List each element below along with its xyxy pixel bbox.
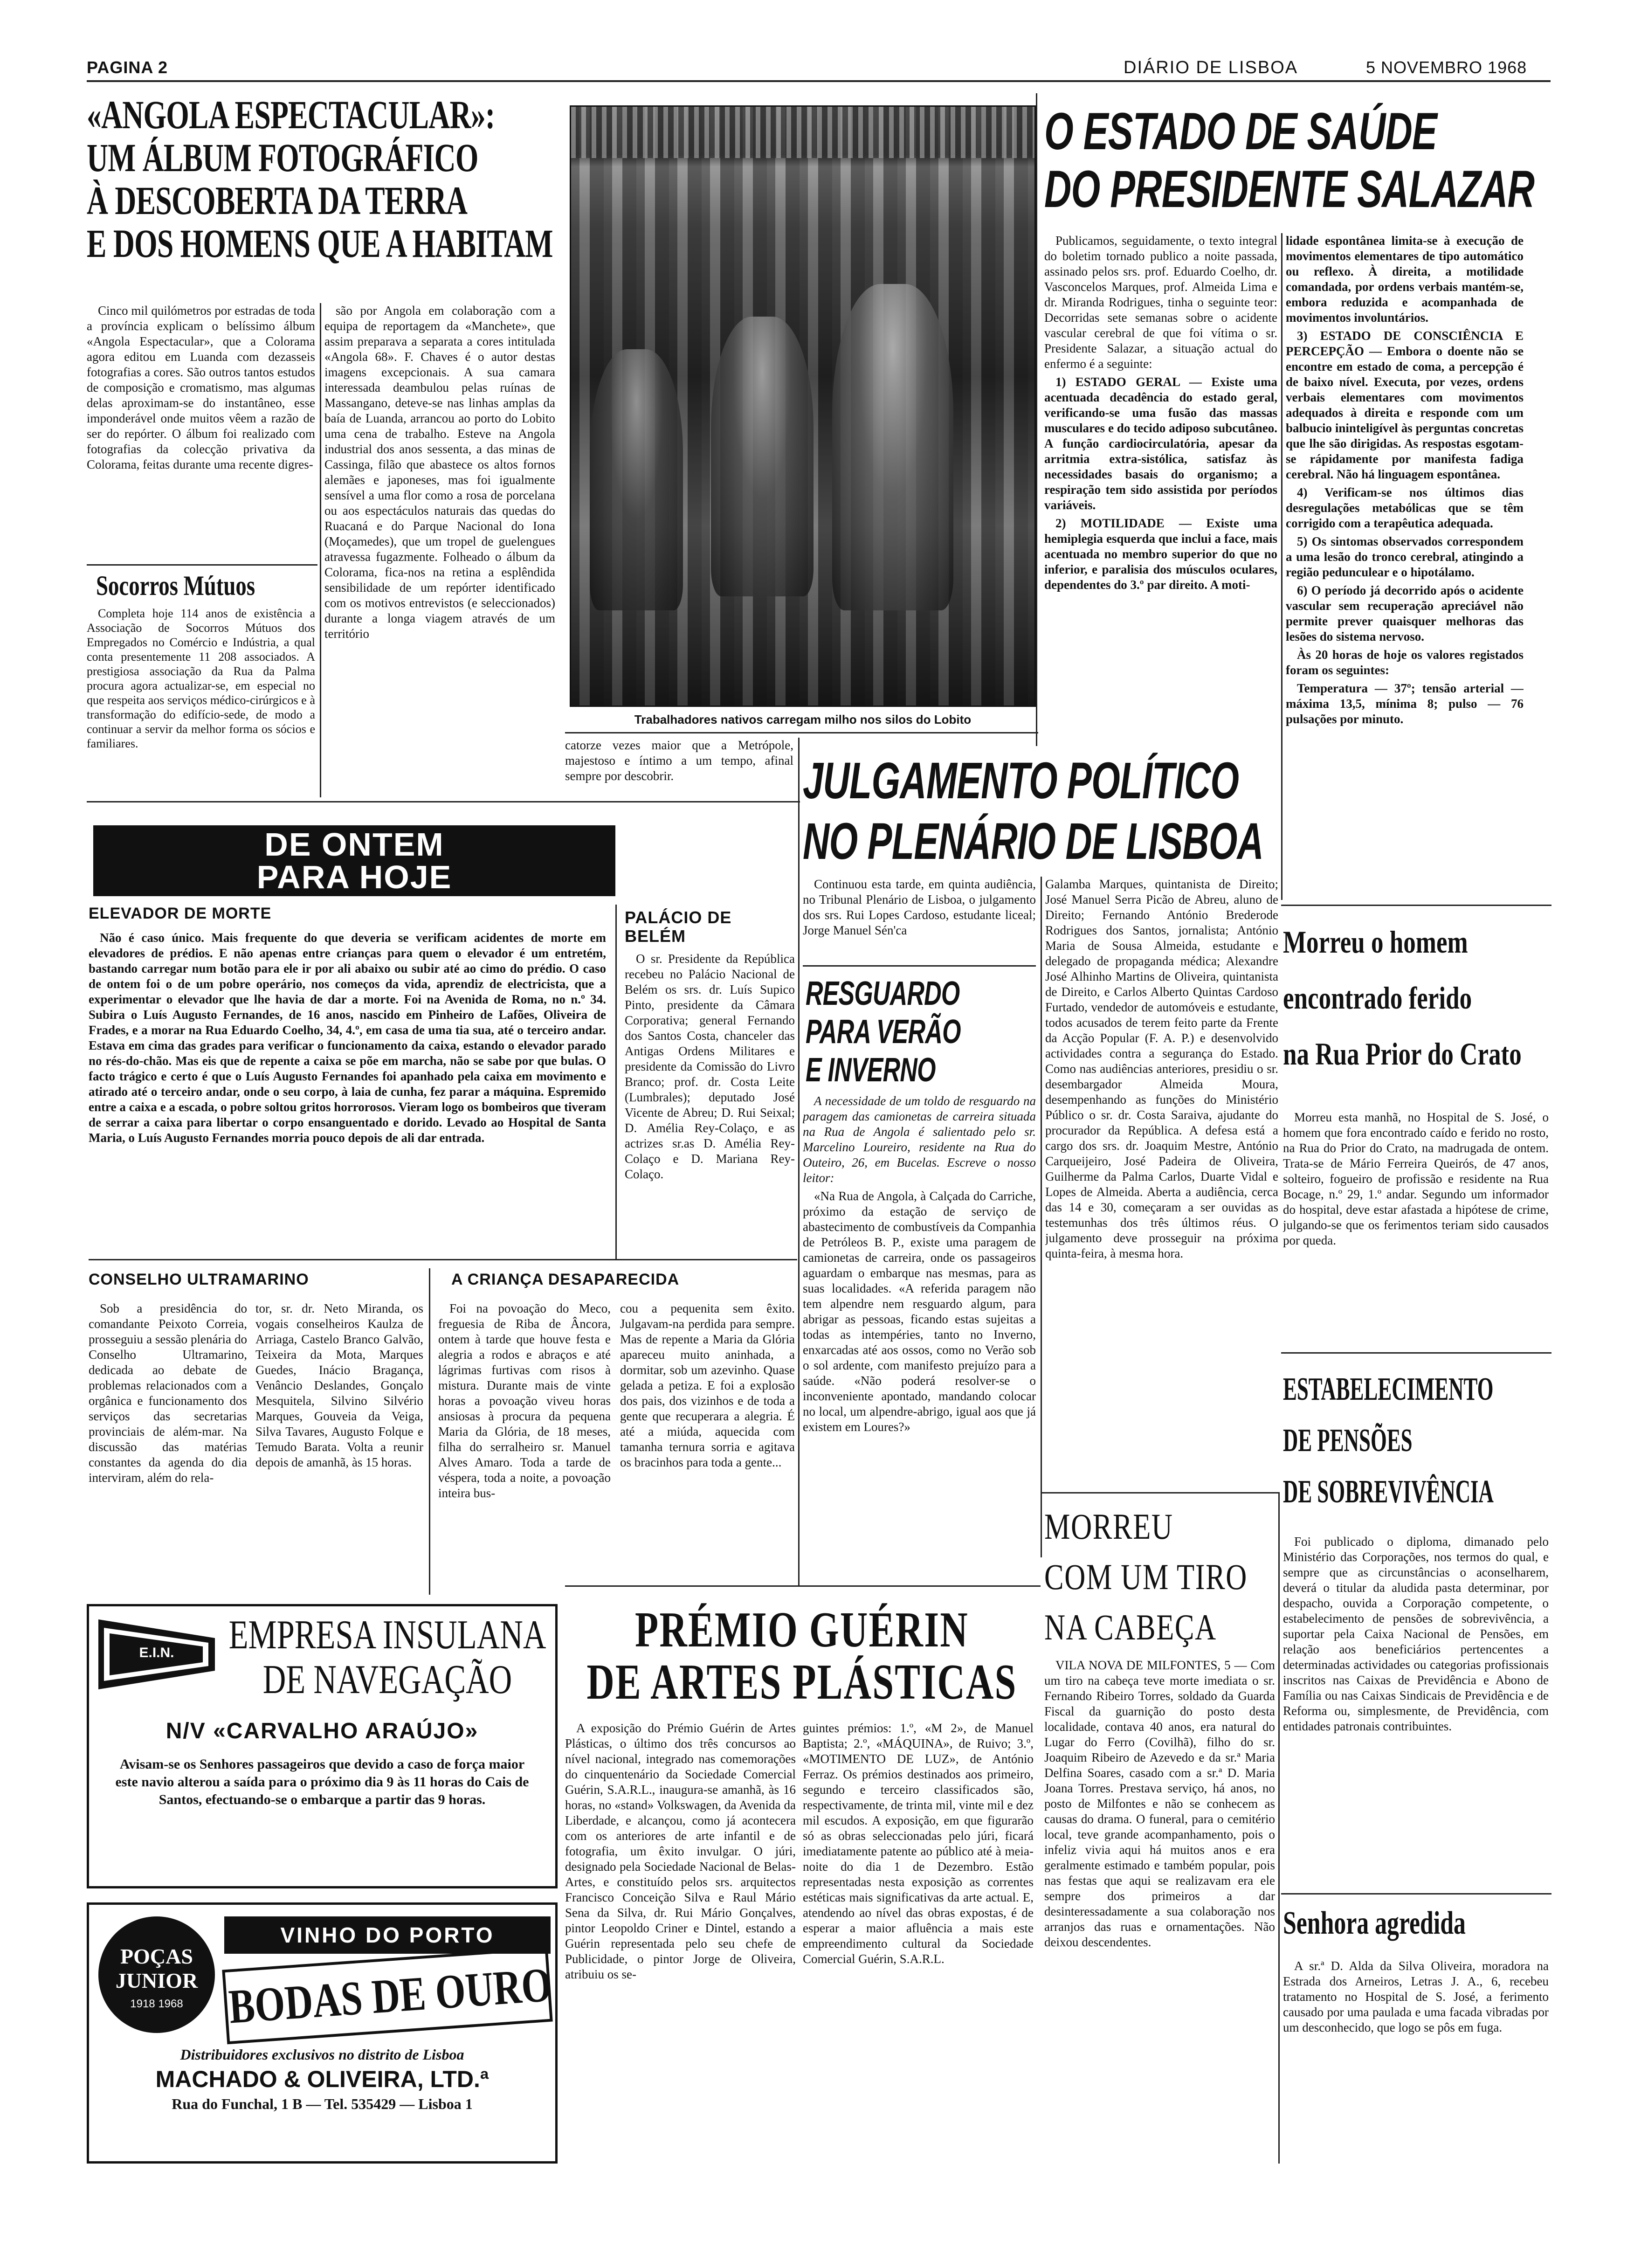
julgamento-col2 [1045,877,1278,1506]
ad-empresa-title [224,1613,551,1702]
socorros-text: Completa hoje 114 anos de existência a Associação de Socorros Mútuos dos Empregados no Comércio e Indústria, a qual conta presentemente 11 208 associados. A prestigiosa associação da Rua da Palma procura agora actualizar-se, em especial no que respeita aos serviços médico-cirúrgicos e à transformação do edifício-sede, de modo a continuar a servir da melhor forma os sócios e familiares. [87,607,315,750]
vinho-dist-line: Rua do Funchal, 1 B — Tel. 535429 — Lisboa 1 [172,2095,473,2112]
column-rule [429,1268,430,1595]
badge-brand: POÇAS JUNIOR [115,1944,198,1992]
section-rule [1281,905,1551,906]
caption-rule [565,732,1038,733]
banner-line: PARA HOJE [256,859,452,895]
column-rule [1281,233,1282,900]
salazar-headline-line: DO PRESIDENTE SALAZAR [1044,160,1535,218]
angola-headline-line: À DESCOBERTA DA TERRA [87,178,468,223]
estabelecimento-headline-line: DE SOBREVIVÊNCIA [1283,1474,1494,1510]
vinho-main-text: BODAS DE OURO [227,1957,553,2034]
premio-headline-line: PRÉMIO GUÉRIN [635,1602,969,1658]
elevador-body [89,930,606,1252]
senhora-body [1283,1958,1549,2154]
ein-logo-text: E.I.N. [139,1645,174,1660]
julgamento-col1 [803,877,1036,965]
salazar-p4: 4) Verificam-se nos últimos dias desregulações metabólicas que se têm corrigido com a terapêutica adequada. [1286,485,1524,530]
elevador-title: ELEVADOR DE MORTE [89,905,272,922]
angola-col3 [565,738,793,798]
conselho-col2 [255,1301,423,1581]
resguardo-headline-line: PARA VERÃO [806,1013,961,1051]
vinho-top-label [224,1916,551,1954]
section-rule [1281,1893,1551,1895]
salazar-col2 [1286,233,1524,905]
angola-col2 [324,303,555,797]
salazar-p2: 2) MOTILIDADE — Existe uma hemiplegia esquerda que inclui a face, mais acentuada no membro superior do que no inferior, e paralisia dos músculos oculares, dependentes do 3.º par direito. A moti- [1044,516,1277,592]
tiro-headline [1044,1501,1277,1655]
angola-col1-text: Cinco mil quilómetros por estradas de toda a província explicam o belíssimo álbum «Angola Espectacular», que a Colorama agora editou em Luanda com dezasseis fotografias a cores. São outros tantos estudos de composição e cromatismo, mas algumas delas aproximam-se do instantâneo, esse imponderável onde muitos vêem a razão de ser do repórter. O álbum foi realizado com fotografias da colecção privativa da Colorama, feitas durante uma recente digres- [87,304,315,471]
ad-empresa-title-line: EMPRESA INSULANA [228,1612,546,1658]
socorros-body [87,606,315,797]
julgamento-col1-text: Continuou esta tarde, em quinta audiência, no Tribunal Plenário de Lisboa, o julgamento dos srs. Rui Lopes Cardoso, estudante liceal; Jorge Manuel Sén'ca [803,877,1036,937]
crianca-col1-text: Foi na povoação do Meco, freguesia de Riba de Âncora, ontem à tarde que houve festa e alegria a rodos e abraços e até lágrimas furtivas com risos à mistura. Durante mais de vinte horas a povoação viveu horas ansiosas à procura da pequena Maria da Glória, de 18 meses, filha do serralheiro sr. Manuel Alves Amaro. Toda a tarde de véspera, toda a noite, a povoação inteira bus- [438,1301,611,1500]
vinho-top-text: VINHO DO PORTO [280,1923,495,1947]
senhora-title: Senhora agredida [1283,1905,1466,1941]
lobito-silo-photo [570,105,1036,707]
salazar-p8: Temperatura — 37º; tensão arterial — máxima 13,5, mínima 8; pulso — 76 pulsações por minuto. [1286,681,1524,726]
angola-col3-text: catorze vezes maior que a Metrópole, majestoso e íntimo a um tempo, afinal sempre por descobrir. [565,738,793,783]
tiro-headline-line: NA CABEÇA [1044,1607,1217,1647]
tiro-headline-line: COM UM TIRO [1044,1556,1248,1597]
crianca-col1 [438,1301,611,1581]
newspaper-name: DIÁRIO DE LISBOA [1124,58,1298,77]
photo-roof [571,107,1034,158]
salazar-col1 [1044,233,1277,737]
conselho-title: CONSELHO ULTRAMARINO [89,1271,309,1288]
issue-date: 5 NOVEMBRO 1968 [1366,58,1527,77]
conselho-col1-text: Sob a presidência do comandante Peixoto Correia, prosseguiu a sessão plenária do Conselho Ultramarino, dedicada ao debate de problemas relacionados com a orgânica e funcionamento dos serviços das secretarias provinciais de além-mar. Na discussão das matérias constantes da agenda do dia interviram, além do rela- [89,1301,247,1485]
page-number: PAGINA 2 [87,58,168,77]
premio-headline [564,1604,1040,1716]
morreu-homem-text: Morreu esta manhã, no Hospital de S. José, o homem que fora encontrado caído e ferido no rosto, na Rua do Prior do Crato, na madrugada de ontem. Trata-se de Mário Ferreira Queirós, de 47 anos, solteiro, fogueiro de profissão e residente na Rua Bocage, n.º 29, 1.º andar. Segundo um informador do hospital, deve estar afastada a hipótese de crime, julgando-se que os ferimentos teriam sido causados por queda. [1283,1110,1549,1247]
resguardo-body [803,1093,1036,1588]
pocas-junior-badge [98,1916,215,2033]
estabelecimento-headline-line: ESTABELECIMENTO [1283,1371,1494,1407]
palacio-body [625,951,795,1254]
column-rule [1041,877,1042,1557]
angola-headline-line: «ANGOLA ESPECTACULAR»: [87,92,495,137]
premio-col2-text: guintes prémios: 1.º, «M 2», de Manuel Baptista; 2.º, «MÁQUINA», de Ruivo; 3.º, «MOTIMENTO DE LUZ», de António Ferraz. Os prémios destinados aos primeiro, segundo e terceiro classificados são, respectivamente, de trinta mil, vinte mil e dez mil escudos. A exposição, em que figurarão só as obras seleccionadas pelo júri, ficará imediatamente patente ao público até à meia-noite do dia 1 de Dezembro. Estão representadas nesta exposição as correntes estéticas mais significativas da arte actual. E, atendendo ao nível das obras expostas, é de esperar a maior afluência a mais este empreendimento cultural da Sociedade Comercial Guérin, S.A.R.L. [803,1721,1034,1966]
salazar-p1: 1) ESTADO GERAL — Existe uma acentuada decadência do estado geral, verificando-se uma fusão das massas musculares e do tecido adiposo subcutâneo. A função cardiocirculatória, apesar da arritmia extra-sistólica, satisfaz às necessidades basais do organismo; a respiração tem sido assistida por períodos variáveis. [1044,375,1277,512]
column-rule [615,905,617,1259]
morreu-homem-body [1283,1110,1549,1371]
julgamento-col2-text: Galamba Marques, quintanista de Direito; José Manuel Serra Picão de Abreu, aluno de Direito; Fernando António Brederode Rodrigues dos Santos, jornalista; António Maria de Sousa Almeida, estudante e delegado de propaganda médica; Alexandre José Alhinho Martins de Oliveira, quintanista de Direito, e Carlos Alberto Quintas Cardoso Furtado, vendedor de automóveis e estudante, todos acusados de terem feito parte da Frente da Acção Popular (F. A. P.) e desenvolvido actividades contra a segurança do Estado. Como nas audiências anteriores, presidiu o sr. desembargador Almeida Moura, desempenhando as funções do Ministério Público o sr. dr. Costa Saraiva, ajudante do procurador da República. A defesa está a cargo dos srs. dr. Joaquim Mestre, António Carqueijeiro, José Padeira de Oliveira, Guilherme da Palma Carlos, Duarte Vidal e Lopes de Almeida. Aberta a audiência, cerca das 14 e 30, começaram a ser ouvidas as testemunhas dos três últimos réus. O julgamento deve prosseguir na próxima quinta-feira, à mesma hora. [1045,877,1278,1260]
elevador-text: Não é caso único. Mais frequente do que deveria se verificam acidentes de morte em elevadores de prédios. E não apenas entre crianças para quem o elevador é um entretém, bastando carregar num botão para ele ir por ali abaixo ou subir até ao cimo do prédio. O caso de ontem foi o de um pobre operário, nos começos da vida, aprendiz de electricista, que a experimentar o elevador que lhe havia de dar a morte. Foi na Avenida de Roma, no n.º 34. Subira o Luís Augusto Fernandes, de 16 anos, nascido em Pinheiro de Lafões, Oliveira de Frades, e a morar na Rua Eduardo Coelho, 34, 4.º, em casa de uma tia sua, até o terceiro andar. Estava em cima das grades para verificar o funcionamento da caixa, estando o elevador parado no rés-do-chão. Mas eis que de repente a caixa se põe em marcha, não se sabe por que bulas. O facto trágico e certo é que o Luís Augusto Fernandes foi apanhado pela caixa em movimento e atirado até o terceiro andar, onde o seu corpo, à laia de cunha, fez parar a máquina. Espremido entre a caixa e a escada, o pobre soltou gritos horrorosos. Vieram logo os bombeiros que tiveram de serrar a caixa para libertar o corpo ensanguentado e dorido. Levado ao Hospital de Santa Maria, o Luís Augusto Fernandes morria pouco depois de ali dar entrada. [89,931,606,1145]
masthead-rule [87,80,1551,82]
photo-figure [832,284,953,610]
salazar-p6: 6) O período já decorrido após o acidente vascular sem recuperação apreciável não permite prever quaisquer melhoras das lesões do sistema nervoso. [1286,583,1524,643]
tiro-body [1044,1658,1275,2161]
resguardo-headline [806,975,1039,1091]
section-rule [565,1585,1041,1587]
column-rule [320,303,321,797]
resguardo-headline-line: RESGUARDO [806,975,960,1012]
angola-headline-line: E DOS HOMENS QUE A HABITAM [87,221,553,266]
resguardo-headline-line: E INVERNO [806,1051,936,1089]
morreu-homem-headline-line: encontrado ferido [1283,980,1472,1016]
section-rule [1041,1492,1278,1494]
ad-empresa-ship: N/V «CARVALHO ARAÚJO» [165,1719,479,1743]
morreu-homem-headline-line: Morreu o homem [1283,924,1468,960]
vinho-dist-line: MACHADO & OLIVEIRA, LTD.ª [155,2066,489,2092]
photo-figure [590,349,683,610]
salazar-p5: 5) Os sintomas observados correspondem a uma lesão do tronco cerebral, atingindo a região pedunculear e o hipotálamo. [1286,534,1524,579]
estabelecimento-headline-line: DE PENSÕES [1283,1423,1413,1459]
angola-col1 [87,303,315,546]
de-ontem-banner [93,825,615,896]
crianca-col2 [620,1301,795,1581]
julgamento-headline-line: NO PLENÁRIO DE LISBOA [803,813,1264,870]
senhora-text: A sr.ª D. Alda da Silva Oliveira, moradora na Estrada dos Arneiros, Letras J. A., 6, recebeu tratamento no Hospital de S. José, a ferimento causado por uma paulada e uma facada vibradas por um desconhecido, que logo se pôs em fuga. [1283,1959,1549,2034]
ad-empresa-body [108,1756,537,1812]
column-rule [1036,93,1037,746]
photo-figure [711,317,814,596]
vinho-dist-line: Distribuidores exclusivos no distrito de Lisboa [180,2046,464,2063]
ad-empresa-insulana [87,1604,558,1888]
tiro-text: VILA NOVA DE MILFONTES, 5 — Com um tiro na cabeça teve morte imediata o sr. Fernando Ribeiro Torres, soldado da Guarda Fiscal da guarnição do posto desta localidade, contava 40 anos, era natural do Lugar do Ferro (Covilhã), filho do sr. Joaquim Ribeiro de Azevedo e da sr.ª Maria Delfina Soares, casado com a sr.ª D. Maria Joana Torres. Prestava serviço, há anos, no posto de Milfontes e não se conhecem as causas do drama. O funeral, para o cemitério local, teve grande acompanhamento, pois o infeliz vivia aqui há muitos anos e era geralmente estimado e também popular, pois nas festas que aqui se realizavam era ele sempre dos primeiros a dar desinteressadamente a sua colaboração nos arranjos das ruas e ornamentações. Não deixou descendentes. [1044,1658,1275,1949]
morreu-homem-headline [1283,914,1553,1110]
crianca-title: A CRIANÇA DESAPARECIDA [451,1271,680,1288]
vinho-main-label [222,1947,552,2044]
conselho-col2-text: tor, sr. dr. Neto Miranda, os vogais conselheiros Kaulza de Arriaga, Castelo Branco Galvão, Teixeira da Mota, Marques Guedes, Inácio Bragança, Venâncio Deslandes, Gonçalo Mesquitela, Silvino Silvério Marques, Gouveia da Veiga, Silva Tavares, Augusto Folque e Temudo Barata. Volta a reunir depois de amanhã, às 15 horas. [255,1301,423,1469]
section-rule [87,801,800,802]
premio-col1-text: A exposição do Prémio Guérin de Artes Plásticas, o último dos três concursos ao nível nacional, integrado nas comemorações do cinquentenário da Sociedade Comercial Guérin, S.A.R.L., inaugura-se amanhã, às 16 horas, no «stand» Volkswagen, da Avenida da Liberdade, e alcançou, como já acontecera com os anteriores de arte infantil e de fotografia, um êxito invulgar. O júri, designado pela Sociedade Nacional de Belas-Artes, e constituído pelos srs. arquitectos Francisco Conceição Silva e Raul Mário Sena da Silva, dr. Rui Mário Gonçalves, pintor Leopoldo Criner e Dintel, estando a Guérin representada pelo seu chefe de Publicidade, o pintor Jorge de Oliveira, atribuiu os se- [565,1721,796,1981]
photo-caption: Trabalhadores nativos carregam milho nos silos do Lobito [634,712,972,726]
ad-empresa-title-line: DE NAVEGAÇÃO [262,1657,512,1702]
estabelecimento-text: Foi publicado o diploma, dimanado pelo Ministério das Corporações, nos termos do qual, e sempre que as circunstâncias o aconselharem, deverá o titular da aludida pasta determinar, por despacho, ouvida a Corporação competente, o estabelecimento de pensões de sobrevivência, a suportar pela Caixa Nacional de Pensões, em relação aos beneficiários pertencentes a determinadas actividades ou categorias profissionais inscritos nas Caixas de Previdência e Abono de Família ou nas Caixas Sindicais de Previdência e de Reforma ou, simplesmente, de Previdência, com entidades patronais contribuintes. [1283,1535,1549,1733]
salazar-col2a: lidade espontânea limita-se à execução de movimentos elementares de tipo automático ou reflexo. À direita, a motilidade comandada, por ordens verbais mantém-se, embora reduzida e acompanhada de movimentos involuntários. [1286,234,1524,325]
resguardo-text: «Na Rua de Angola, à Calçada do Carriche, próximo da estação de serviço de abastecimento de combustíveis da Companhia de Petróleos B. P., existe uma paragem de camionetas de carreira, onde os passageiros aguardam o embarque nas mesmas, para as suas localidades. «A referida paragem não tem alpendre nem resguardo algum, para abrigar as pessoas, ficando estas sujeitas a todas as intempéries, tanto no Inverno, enxarcadas até aos ossos, como no Verão sob o sol ardente, com manifesto prejuízo para a saúde. «Não poderá resolver-se o inconveniente apontado, mandando colocar no local, um alpendre-abrigo, igual aos que já existem em Loures?» [803,1189,1036,1434]
conselho-col1 [89,1301,247,1581]
section-rule [87,564,317,566]
julgamento-headline [803,751,1274,877]
morreu-homem-headline-line: na Rua Prior do Crato [1283,1036,1522,1072]
angola-col2-text: são por Angola em colaboração com a equipa de reportagem da «Manchete», que assim preparava a separata a cores intitulada «Angola 68». F. Chaves é o autor destas imagens excepcionais. A sua camara interessada deambulou pelas ruínas de Massangano, deteve-se nas linhas amplas da baía de Luanda, arrancou ao porto do Lobito uma cena de trabalho. Esteve na Angola industrial dos anos sessenta, a das minas de Cassinga, filão que abastece os altos fornos alemães e japoneses, mas foi igualmente sensível a uma flor como a rosa de porcelana ou aos espectáculos naturais das quedas do Ruacaná e do Parque Nacional do Iona (Moçamedes), que um tropel de guelengues atravessa fugazmente. Folheado o álbum da Colorama, fica-nos na retina a esplêndida sensibilidade de um repórter identificado com os motivos entrevistos (e seleccionados) durante a longa viagem através de um território [324,304,555,641]
ad-empresa-text: Avisam-se os Senhores passageiros que devido a caso de força maior este navio alterou a saída para o próximo dia 9 às 11 horas do Cais de Santos, efectuando-se o embarque a partir das 9 horas. [115,1756,529,1807]
section-rule [803,965,1036,967]
column-rule [798,738,800,1586]
resguardo-lead: A necessidade de um toldo de resguardo na paragem das camionetas de carreira situada na Rua de Angola é salientado pelo sr. Marcelino Loureiro, residente na Rua do Outeiro, 26, em Bucelas. Escreve o nosso leitor: [803,1094,1036,1185]
socorros-title: Socorros Mútuos [96,570,255,601]
julgamento-headline-line: JULGAMENTO POLÍTICO [803,752,1239,809]
tiro-headline-line: MORREU [1044,1506,1173,1547]
banner-line: DE ONTEM [264,826,444,863]
angola-headline [87,93,558,298]
premio-col1 [565,1721,796,2164]
angola-headline-line: UM ÁLBUM FOTOGRÁFICO [87,135,478,180]
salazar-headline [1044,103,1552,224]
salazar-headline-line: O ESTADO DE SAÚDE [1044,102,1437,160]
crianca-col2-text: cou a pequenita sem êxito. Julgavam-na perdida para sempre. Mas de repente a Maria da Glória apareceu muito aninhada, a dormitar, sob um azevinho. Quase gelada a petiza. E foi a explosão dos pais, dos vizinhos e de toda a gente que recuperara a alegria. É até a miúda, aquecida com tamanha ternura sorria e agitava os bracinhos para toda a gente... [620,1301,795,1469]
palacio-text: O sr. Presidente da República recebeu no Palácio Nacional de Belém os srs. dr. Luís Supico Pinto, presidente da Câmara Corporativa; general Fernando dos Santos Costa, chanceler das Antigas Ordens Militares e presidente da Comissão do Livro Branco; prof. dr. Costa Leite (Lumbrales); deputado José Vicente de Abreu; D. Rui Seixal; D. Amélia Rey-Colaço, e as actrizes sr.as D. Amélia Rey-Colaço e D. Mariana Rey-Colaço. [625,952,795,1181]
ein-logo [98,1619,215,1689]
section-rule [1281,1352,1551,1354]
premio-col2 [803,1721,1034,2164]
badge-years: 1918 1968 [130,1998,183,2010]
palacio-title: PALÁCIO DE BELÉM [625,908,732,946]
section-rule [89,1259,797,1260]
salazar-p3: 3) ESTADO DE CONSCIÊNCIA E PERCEPÇÃO — Embora o doente não se encontre em estado de coma, a percepção é de baixo nível. Executa, por vezes, ordens verbais elementares com movimentos adequados à direita e responde com um balbucio ininteligível às perguntas concretas que lhe são dirigidas. As respostas esgotam-se rápidamente por manifesta fadiga cerebral. Não há linguagem espontânea. [1286,329,1524,481]
estabelecimento-headline [1283,1364,1553,1532]
salazar-p7: Às 20 horas de hoje os valores registados foram os seguintes: [1286,648,1524,677]
estabelecimento-body [1283,1534,1549,1846]
premio-headline-line: DE ARTES PLÁSTICAS [586,1654,1017,1710]
ad-vinho-porto [87,1902,558,2164]
salazar-intro: Publicamos, seguidamente, o texto integral do boletim tornado publico a noite passada, assinado pelos srs. prof. Eduardo Coelho, dr. Vasconcelos Marques, prof. Almeida Lima e dr. Miranda Rodrigues, tinha o seguinte teor: Decorridas sete semanas sobre o acidente vascular cerebral de que foi vítima o sr. Presidente Salazar, a situação actual do enfermo é a seguinte: [1044,234,1277,371]
vinho-distribuidores [98,2045,546,2114]
